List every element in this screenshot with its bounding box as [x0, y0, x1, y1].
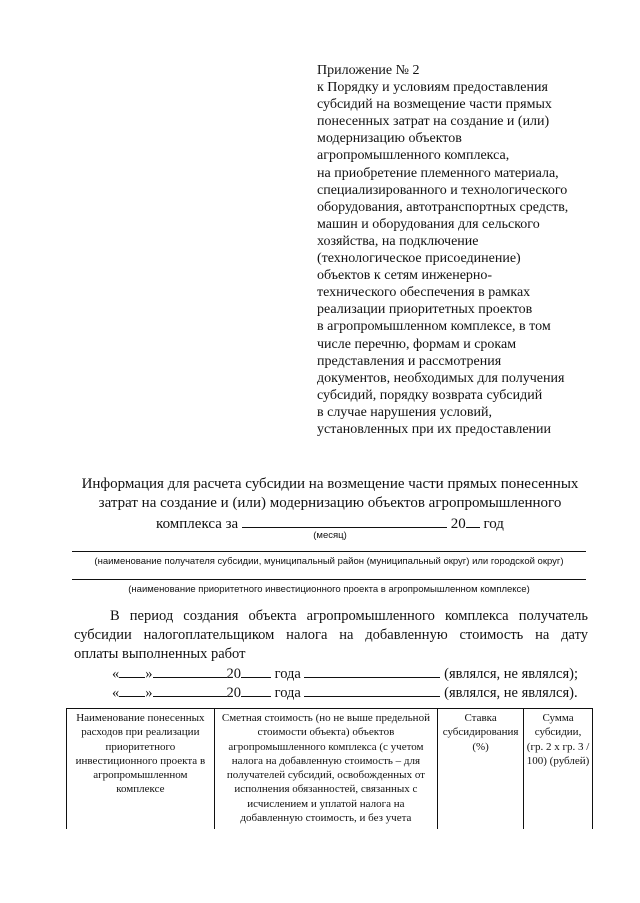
year-input-field[interactable]: [241, 664, 271, 678]
table-header-row: [67, 709, 593, 830]
open-quote: «: [112, 685, 120, 701]
appendix-line: технического обеспечения в рамках: [317, 285, 531, 301]
header-cell-subsidy-amount: Сумма субсидии, (гр. 2 x гр. 3 / 100) (рублей): [524, 709, 593, 830]
appendix-line: субсидий на возмещение части прямых: [317, 97, 552, 113]
header-cell-estimated-cost: Сметная стоимость (но не выше предельной стоимости объекта) объектов агропромышленного комплекса (с учетом налога на добавленную стоимость – для получателей субсидий, освобожденных от исполнения обязанностей, связанных с исчислением и уплатой налога на добавленную стоимость, и без учета: [214, 709, 437, 830]
month-caption: (месяц): [313, 530, 347, 541]
appendix-line: хозяйства, на подключение: [317, 233, 479, 249]
body-paragraph: [74, 607, 588, 664]
recipient-line[interactable]: [72, 551, 586, 552]
year-word: года: [274, 666, 301, 682]
calculation-table: [66, 708, 593, 829]
appendix-line: модернизацию объектов: [317, 131, 462, 147]
project-caption: (наименование приоритетного инвестиционного проекта в агропромышленном комплексе): [128, 584, 530, 595]
appendix-line: понесенных затрат на создание и (или): [317, 114, 550, 130]
header-cell-rate: Ставка субсидирования (%): [438, 709, 524, 830]
status-note: (являлся, не являлся).: [444, 685, 578, 701]
close-quote: »: [145, 685, 153, 701]
status-field[interactable]: [304, 683, 440, 697]
document-title: [60, 475, 600, 534]
close-quote: »: [145, 666, 153, 682]
appendix-line: представления и рассмотрения: [317, 353, 502, 369]
appendix-line: Приложение № 2: [317, 63, 420, 78]
year-row: [112, 683, 578, 702]
year-word: год: [483, 516, 504, 532]
appendix-line: (технологическое присоединение): [317, 251, 521, 267]
appendix-line: агропромышленного комплекса,: [317, 148, 510, 164]
year-row: [112, 664, 578, 683]
day-field[interactable]: [119, 664, 145, 678]
year-prefix: 20: [450, 516, 466, 532]
appendix-line: субсидий, порядку возврата субсидий: [317, 387, 543, 403]
status-field[interactable]: [304, 664, 440, 678]
day-field[interactable]: [119, 683, 145, 697]
appendix-line: на приобретение племенного материала,: [317, 165, 559, 181]
paragraph-line: субсидии налогоплательщиком налога на добавленную стоимость на дату: [74, 627, 588, 643]
appendix-line: установленных при их предоставлении: [317, 421, 552, 437]
month-input-field[interactable]: [153, 683, 227, 697]
year-prefix: 20: [226, 685, 241, 701]
project-line[interactable]: [72, 579, 586, 580]
header-cell-expenses: Наименование понесенных расходов при реализации приоритетного инвестиционного проекта в агропромышленном комплексе: [67, 709, 215, 830]
appendix-line: машин и оборудования для сельского: [317, 216, 540, 232]
title-line: затрат на создание и (или) модернизацию объектов агропромышленного: [98, 495, 562, 511]
year-prefix: 20: [226, 666, 241, 682]
year-input-field[interactable]: [241, 683, 271, 697]
paragraph-line: В период создания объекта агропромышленного комплекса получатель: [110, 608, 588, 624]
recipient-caption: (наименование получателя субсидии, муниципальный район (муниципальный округ) или городской округ): [94, 556, 564, 567]
paragraph-line: оплаты выполненных работ: [74, 646, 246, 662]
title-line: Информация для расчета субсидии на возмещение части прямых понесенных: [81, 476, 579, 492]
appendix-line: специализированного и технологического: [317, 182, 568, 198]
appendix-line: в агропромышленном комплексе, в том: [317, 319, 551, 335]
month-input-field[interactable]: [153, 664, 227, 678]
appendix-line: документов, необходимых для получения: [317, 370, 565, 386]
month-field[interactable]: [242, 513, 447, 528]
appendix-line: числе перечню, формам и срокам: [317, 336, 517, 352]
year-field[interactable]: [466, 513, 480, 528]
open-quote: «: [112, 666, 120, 682]
appendix-header: [317, 62, 607, 438]
year-word: года: [274, 685, 301, 701]
appendix-line: к Порядку и условиям предоставления: [317, 80, 548, 96]
appendix-line: реализации приоритетных проектов: [317, 302, 533, 318]
appendix-line: объектов к сетям инженерно-: [317, 268, 493, 284]
appendix-line: в случае нарушения условий,: [317, 404, 493, 420]
status-note: (являлся, не являлся);: [444, 666, 579, 682]
title-period-prefix: комплекса за: [156, 516, 239, 532]
appendix-line: оборудования, автотранспортных средств,: [317, 199, 569, 215]
